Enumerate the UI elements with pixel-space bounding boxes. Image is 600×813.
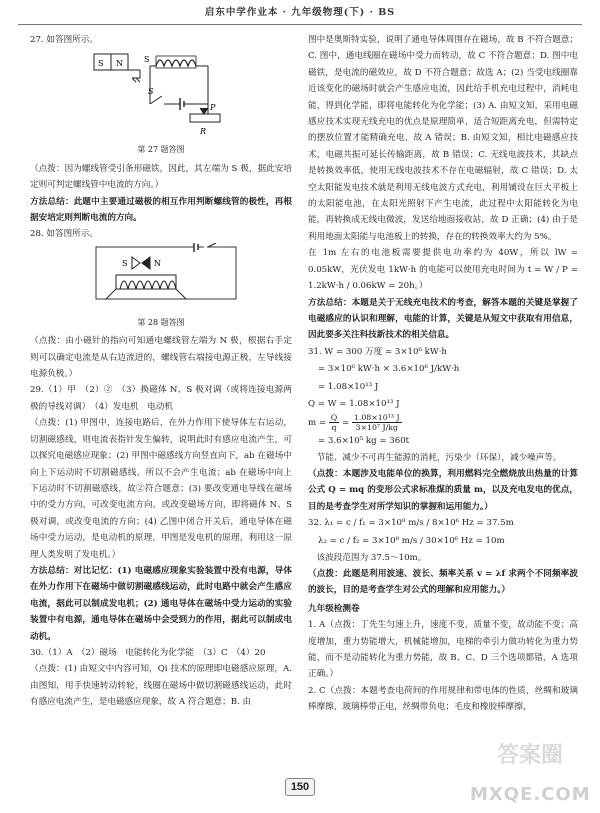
q27-tip: （点拨：因为螺线管受引条形磁铁，因此，其左端为 S 极，据此安培定则可判定螺线管中电流的方向。） xyxy=(30,163,292,191)
q31-tip: （点拨：本题涉及电能单位的换算，利用燃料完全燃烧放出热量的计算公式 Q = mq 的变形公式求标准煤的质量 m，以及充电发电的优点，目的是考查学生对所学知识的掌握和运用能力。） xyxy=(308,468,578,512)
header-rule xyxy=(18,24,582,25)
q31-m-frac-2: $\frac{\text{1.08×10¹³ J}}{\text{3×10⁷ J/kg}}$ xyxy=(353,412,400,432)
t1-answer: 1. A（点拨：丁先生匀速上升，速度不变，质量不变，故动能不变；高度增加，重力势能增大，机械能增加，电梯的牵引力做功转化为重力势能，而不是动能转化为重力势能，故 B、C、D 三个选项都错，A 选项正确。） xyxy=(308,620,578,680)
fig28-label-s: S xyxy=(122,258,128,268)
q30-answer: 30.（1）A （2）磁场 电能转化为化学能 （3）C （4）20 xyxy=(30,647,266,658)
fig27-caption: 第 27 题答图 xyxy=(137,145,185,155)
fig27-label-r: R xyxy=(200,127,207,137)
q31-note: 节能、减少不可再生能源的消耗，污染少（环保），减少噪声等。 xyxy=(316,452,562,463)
q29-answer: 29.（1）甲 （2）② （3）换磁体 N、S 极对调（或将连接电源两极的导线对调） （4）发电机 电动机 xyxy=(30,385,292,412)
q32-line-b: λ₂ = c / f₂ = 3×10⁸ m/s / 30×10⁶ Hz = 10m xyxy=(318,535,505,546)
q32-line-a: 32. λ₁ = c / f₁ = 3×10⁸ m/s / 8×10⁶ Hz = 37.5m xyxy=(308,518,514,529)
fig27-diagram xyxy=(76,48,246,140)
section-title: 九年级检测卷 xyxy=(308,603,360,614)
q27-summary: 方法总结：此题中主要通过磁极的相互作用判断螺线管的极性，再根据安培定则判断电流的方向。 xyxy=(30,196,292,224)
fig27-label-p: P xyxy=(210,103,216,113)
fig27-label-n: N xyxy=(116,59,123,69)
watermark-logo: 答案圈 xyxy=(496,743,563,768)
q28-tip: （点拨：由小磁针的指向可知通电螺线管左端为 N 极，根据右手定则可以确定电流是从右边流进的，螺线管右端接电源正极，左导线接电源负极。） xyxy=(30,336,292,380)
q32-result: 该波段范围为 37.5～10m。 xyxy=(316,552,427,563)
q31-line-2: = 1.08×10¹³ J xyxy=(318,382,379,393)
q30-summary: 方法总结：本题是关于无线充电技术的考查，解答本题的关键是掌握了电磁感应的认识和理解，电能的计算，关键是从短文中获取有用信息，因此要多关注科技新技术的相关信息。 xyxy=(308,297,578,341)
q31-line-1: = 3×10⁶ kW·h × 3.6×10⁶ J/kW·h xyxy=(318,364,460,375)
q30-tip-power: 在 1m 左右的电池板需要提供电功率约为 40W，所以 lW = 0.05kW，光伏发电 1kW·h 的电能可以使用充电时间为 t = W / P = 1.2kW·h / 0.06kW = 20h。） xyxy=(308,248,578,292)
header-title: 启东中学作业本 · 九年级物理(下) · BS xyxy=(204,6,396,18)
q30-tip-continued: 图中是奥斯特实验，说明了通电导体周围存在磁场，故 B 不符合题意；C. 图中，通电线圈在磁场中受力而转动，故 C 不符合题意；D. 图中电磁铁，是电流的磁效应，故 D 不符合题意；故选 A；(2) 当受电线圈靠近该变化的磁场时就会产生感应电流，因此给手机充电过程中，消耗电能，得到化学能，即将电能转化为化学能；(3) A. 由短文知，采用电磁感应技术实现无线充电的优点是原理简单，适合短距离充电，但需特定的摆放位置才能精确充电，故 A 错误；B. 由短文知，相比电磁感应技术，电磁共振可延长传输距离，故 B 错误；C. 无线电波技术，其缺点是转换效率低，使用无线电波技术不存在电磁辐射，故 C 错误；D. 太空太阳能发电技术就是利用无线电波方式充电，利用铺设在巨大平板上的太阳能电池，在太阳光照射下产生电流，此过程中太阳能转化为电能，再转换成无线电微波，发送给地面接收站，故 D 正确；(4) 由于是利用地面太阳能与电池板上的转换，存在的转换效率大约为 5%。 xyxy=(308,35,578,242)
q31-m-frac-1: $\frac{Q}{q}$ xyxy=(330,412,338,432)
q31-line-0: 31. W = 300 万度 = 3×10⁶ kW·h xyxy=(308,346,447,357)
q27-heading: 27. 如答图所示。 xyxy=(30,35,98,45)
fig28-label-n: N xyxy=(154,258,161,268)
q32-tip: （点拨：此题是利用波速、波长、频率关系 v = λf 求两个不同频率波的波长，目的是考查学生对公式的理解和应用能力。） xyxy=(308,568,578,596)
fig28-caption: 第 28 题答图 xyxy=(137,317,185,327)
svg-text:S: S xyxy=(148,87,154,97)
fig28-diagram xyxy=(76,243,246,313)
q29-tip: （点拨：(1) 甲图中，连接电路后，在外力作用下使导体左右运动，切割磁感线，则电流表指针发生偏转，说明此时有感应电流产生，可以探究电磁感应现象；(2) 甲图中磁感线方向竖直向下，ab 在磁场中向上下运动时不切割磁感线，所以不会产生电流；ab 在磁场中向上下运动时不切割磁感线，故②符合题意；(3) 要改变通电导线在磁场中的受力方向，可改变电流方向，或改变磁场方向，即将磁体 N、S 极对调，或改变电流的方向；(4) 乙图中闭合开关后，通电导体在磁场中受力运动，是电动机的原理，甲图是发电机的原理，利用这一原理人类发明了发电机。） xyxy=(30,418,292,560)
q31-mass-line: m = $\frac{Q}{q}$ = $\frac{\text{1.08×10¹³ J}}{\text{3×10⁷ J/kg}}$ xyxy=(308,412,400,432)
q31-m-lhs: m = xyxy=(308,417,327,428)
page-header xyxy=(0,0,600,26)
page-number: 150 xyxy=(285,778,315,796)
q30-tip: （点拨：(1) 由短文中内容可知，Qi 技术的原理即电磁感应原理，A. 由图知，用手快速转动转轮，线圈在磁场中做切割磁感线运动，此时有感应电流产生，是电磁感应现象，故 A 符合题意；B. 由 xyxy=(30,664,292,708)
q31-mass-result: = 3.6×10⁵ kg = 360t xyxy=(318,435,410,446)
q29-summary: 方法总结：对比记忆：(1) 电磁感应现象实验装置中没有电源，导体在外力作用下在磁场中做切割磁感线运动，此时电路中就会产生感应电流，据此可以制成发电机；(2) 通电导体在磁场中受力运动的实验装置中有电源，通电导体在磁场中会受到力的作用，据此可以制成电动机。 xyxy=(30,565,292,642)
watermark xyxy=(470,743,591,805)
left-column xyxy=(30,32,292,773)
page-footer xyxy=(0,743,600,806)
watermark-text: MXQE.COM xyxy=(470,783,591,805)
q28-heading: 28. 如答图所示。 xyxy=(30,229,98,240)
right-column xyxy=(308,32,578,773)
t2-answer: 2. C（点拨：本题考查电荷间的作用规律和带电体的性质，丝绸和玻璃棒摩擦，玻璃棒带正电，丝绸带负电；毛皮和橡胶棒摩擦， xyxy=(308,685,578,713)
q31-line-3: Q = W = 1.08×10¹³ J xyxy=(308,399,400,410)
fig27-label-s2: S xyxy=(144,55,150,65)
fig27-label-s: S xyxy=(98,59,104,69)
